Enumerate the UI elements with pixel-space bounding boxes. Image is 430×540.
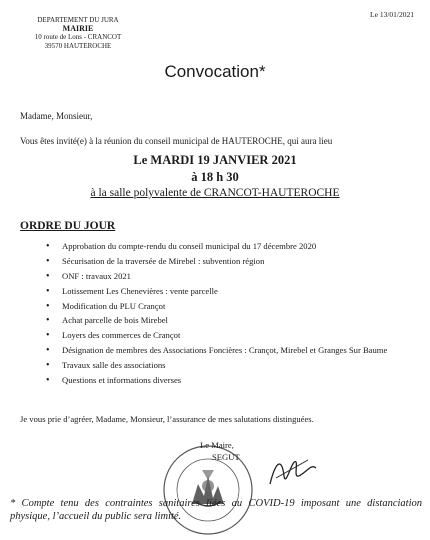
agenda-item: • Désignation de membres des Associations Foncières : Crançot, Mirebel et Granges Sur Baume: [44, 345, 394, 356]
page-title: Convocation*: [164, 62, 266, 81]
agenda-item: • Questions et informations diverses: [44, 375, 394, 386]
sender-address: 10 route de Lons - CRANCOT: [34, 33, 122, 42]
signature-title: Le Maire,: [200, 440, 234, 450]
agenda-item: • Achat parcelle de bois Mirebel: [44, 315, 394, 326]
document-date: Le 13/01/2021: [370, 10, 414, 19]
agenda-list: [44, 241, 394, 390]
intro-text: Vous êtes invité(e) à la réunion du conseil municipal de HAUTEROCHE, qui aura lieu: [20, 136, 333, 146]
footnote-covid: * Compte tenu des contraintes sanitaires liées au COVID-19 imposant une distanciation physique, l’accueil du public sera limité.: [10, 498, 422, 522]
agenda-item: • Travaux salle des associations: [44, 360, 394, 371]
sender-block: [20, 16, 136, 50]
signature-name: SEGUT: [212, 452, 240, 462]
agenda-item: • Loyers des commerces de Crançot: [44, 330, 394, 341]
agenda-item: • Approbation du compte-rendu du conseil municipal du 17 décembre 2020: [44, 241, 394, 252]
meeting-place: à la salle polyvalente de CRANCOT-HAUTEROCHE: [90, 187, 340, 199]
mairie-seal-stamp: [158, 440, 258, 540]
salutation: Madame, Monsieur,: [20, 111, 93, 121]
sender-office: MAIRIE: [62, 23, 94, 33]
agenda-item: • Sécurisation de la traversée de Mirebel : subvention région: [44, 256, 394, 267]
meeting-time: à 18 h 30: [191, 170, 239, 184]
sender-department: DEPARTEMENT DU JURA: [37, 16, 119, 24]
sender-postcode: 39570 HAUTEROCHE: [44, 41, 112, 50]
meeting-date: Le MARDI 19 JANVIER 2021: [133, 153, 297, 167]
closing-text: Je vous prie d’agréer, Madame, Monsieur, l’assurance de mes salutations distinguées.: [20, 414, 314, 424]
agenda-title: ORDRE DU JOUR: [20, 220, 116, 232]
handwritten-signature: [262, 452, 322, 492]
agenda-item: • Modification du PLU Crançot: [44, 301, 394, 312]
agenda-item: • Lotissement Les Chenevières : vente parcelle: [44, 286, 394, 297]
agenda-item: • ONF : travaux 2021: [44, 271, 394, 282]
